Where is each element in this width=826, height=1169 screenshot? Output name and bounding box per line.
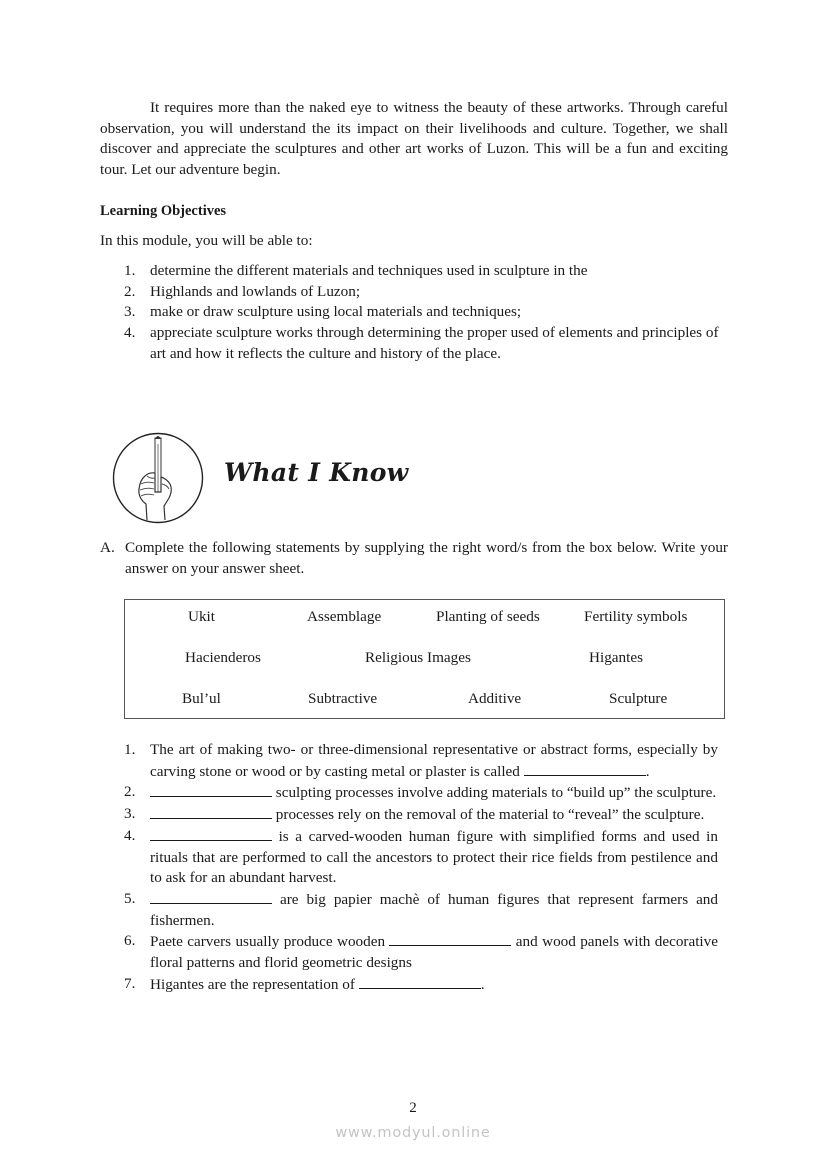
question-item [124,826,718,889]
question-item [124,931,718,973]
instruction-label: A. [100,539,115,556]
section-title: What I Know [224,458,409,487]
question-number: 3. [124,805,136,823]
page-number: 2 [409,1100,417,1116]
question-text-after: . [480,975,485,993]
question-item [124,782,718,804]
word-choice: Higantes [589,649,643,666]
objective-number: 3. [124,303,136,321]
question-text-after: sculpting processes involve adding materials to “build up” the sculpture. [272,784,717,802]
question-number: 5. [124,889,136,907]
question-text-after: are big papier machè of human figures that represent farmers and fishermen. [150,890,718,929]
answer-blank [524,761,646,776]
answer-blank [389,931,511,946]
objective-item [124,261,734,282]
question-number: 4. [124,826,136,844]
question-item [124,804,718,826]
word-choice: Assemblage [307,608,382,625]
question-text-before: The art of making two- or three-dimensional representative or abstract forms, especially by carving stone or wood or by casting metal or plaster is called [150,741,718,780]
question-text [150,804,718,826]
instruction-text: Complete the following statements by supplying the right word/s from the box below. Write your answer on your answer sheet. [125,539,728,577]
hand-holding-pencil-icon [111,432,205,524]
instruction [100,538,728,579]
objective-text: Highlands and lowlands of Luzon; [150,282,361,300]
word-choice: Hacienderos [185,649,261,666]
question-text-after: processes rely on the removal of the material to “reveal” the sculpture. [272,806,705,824]
question-number: 7. [124,974,136,992]
question-text [150,931,718,973]
word-choice: Subtractive [308,690,378,707]
question-text [150,974,718,996]
objective-text: make or draw sculpture using local materials and techniques; [150,303,522,321]
question-item [124,889,718,931]
intro-paragraph [100,98,728,181]
answer-blank [150,826,272,841]
objective-item [124,302,734,323]
word-choice: Ukit [188,608,216,625]
answer-blank [150,782,272,797]
learning-objectives-intro: In this module, you will be able to: [100,232,313,249]
objective-text: appreciate sculpture works through determining the proper used of elements and principles of art and how it reflects the culture and history of the place. [150,324,719,362]
question-text-before: Higantes are the representation of [150,975,359,993]
instruction-item [100,538,728,579]
objective-number: 2. [124,282,136,300]
question-text [150,740,718,782]
word-choice: Sculpture [609,690,668,707]
objective-item [124,282,734,303]
question-text [150,889,718,931]
question-item [124,740,718,782]
question-text-after: . [645,762,650,780]
answer-blank [150,804,272,819]
word-choice: Planting of seeds [436,608,540,625]
learning-objectives-list [124,261,734,365]
question-number: 2. [124,783,136,801]
question-list [124,740,718,995]
intro-paragraph-text: It requires more than the naked eye to witness the beauty of these artworks. Through careful observation, you will understand the its impact on their livelihoods and culture. Together, we shall discover and appreciate the sculptures and other art works of Luzon. This will be a fun and exciting tour. Let our adventure begin. [100,99,728,179]
question-text [150,826,718,889]
word-choice: Fertility symbols [584,608,688,625]
answer-blank [359,974,481,989]
question-number: 1. [124,741,136,758]
question-item [124,974,718,996]
word-choice: Additive [468,690,522,707]
question-number: 6. [124,932,136,950]
question-text-before: Paete carvers usually produce wooden [150,933,390,951]
learning-objectives-heading: Learning Objectives [100,203,227,219]
answer-blank [150,889,272,904]
question-text [150,782,718,804]
objective-number: 1. [124,262,136,279]
question-text-after: and wood panels with decorative floral patterns and florid geometric designs [150,933,718,972]
question-text-after: is a carved-wooden human figure with simplified forms and used in rituals that are performed to call the ancestors to protect their rice fields from pestilence and to ask for an abundant harvest. [150,827,718,887]
word-box [124,599,725,719]
word-choice: Religious Images [365,649,471,666]
objective-number: 4. [124,324,136,342]
word-choice: Bul’ul [182,690,221,707]
objective-text: determine the different materials and techniques used in sculpture in the [150,262,588,279]
watermark: www.modyul.online [335,1125,491,1141]
objective-item [124,323,734,364]
